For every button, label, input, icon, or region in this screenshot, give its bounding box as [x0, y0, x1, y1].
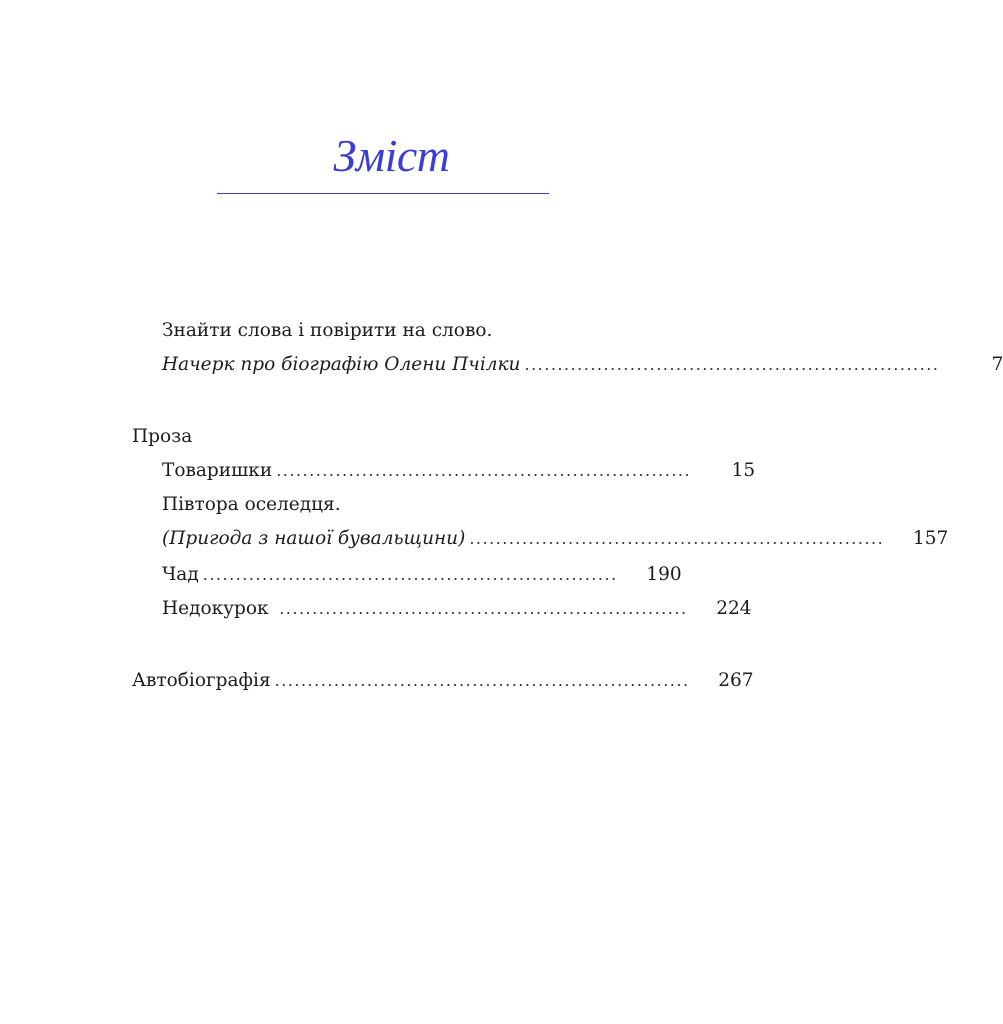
toc-entry-title: Чад	[162, 564, 199, 585]
toc-entry-intro[interactable]	[162, 350, 1003, 380]
toc-entry-chad[interactable]	[162, 560, 682, 590]
page-title: Зміст	[333, 130, 450, 181]
page-number: 7	[991, 354, 1003, 375]
page-number: 224	[716, 598, 752, 619]
toc-entry-intro-subtitle: Начерк про біографію Олени Пчілки	[162, 354, 521, 375]
title-divider	[217, 193, 549, 194]
toc-entry-pivtora-line1: Півтора оселедця.	[162, 494, 341, 515]
page-number: 15	[731, 460, 756, 481]
dot-leader: ...............................................................	[202, 565, 618, 584]
section-heading-prose: Проза	[132, 426, 193, 447]
page-number: 190	[646, 564, 682, 585]
dot-leader: ...............................................................	[524, 355, 940, 374]
page-number: 267	[718, 670, 754, 691]
toc-entry-title: Автобіографія	[132, 670, 271, 691]
toc-entry-subtitle: (Пригода з нашої бувальщини)	[162, 528, 466, 549]
dot-leader: ..............................................................	[272, 599, 688, 618]
toc-entry-pivtora[interactable]	[162, 524, 949, 554]
dot-leader: ...............................................................	[276, 461, 692, 480]
toc-entry-nedokurok[interactable]	[162, 594, 752, 624]
page-number: 157	[912, 528, 949, 549]
toc-entry-intro-line1: Знайти слова і повірити на слово.	[162, 320, 493, 341]
toc-entry-title: Недокурок	[162, 598, 269, 619]
toc-entry-tovaryshky[interactable]	[162, 456, 756, 486]
dot-leader: ...............................................................	[469, 529, 885, 548]
dot-leader: ...............................................................	[274, 671, 690, 690]
toc-entry-title: Товаришки	[162, 460, 273, 481]
toc-entry-autobiography[interactable]	[132, 666, 754, 696]
